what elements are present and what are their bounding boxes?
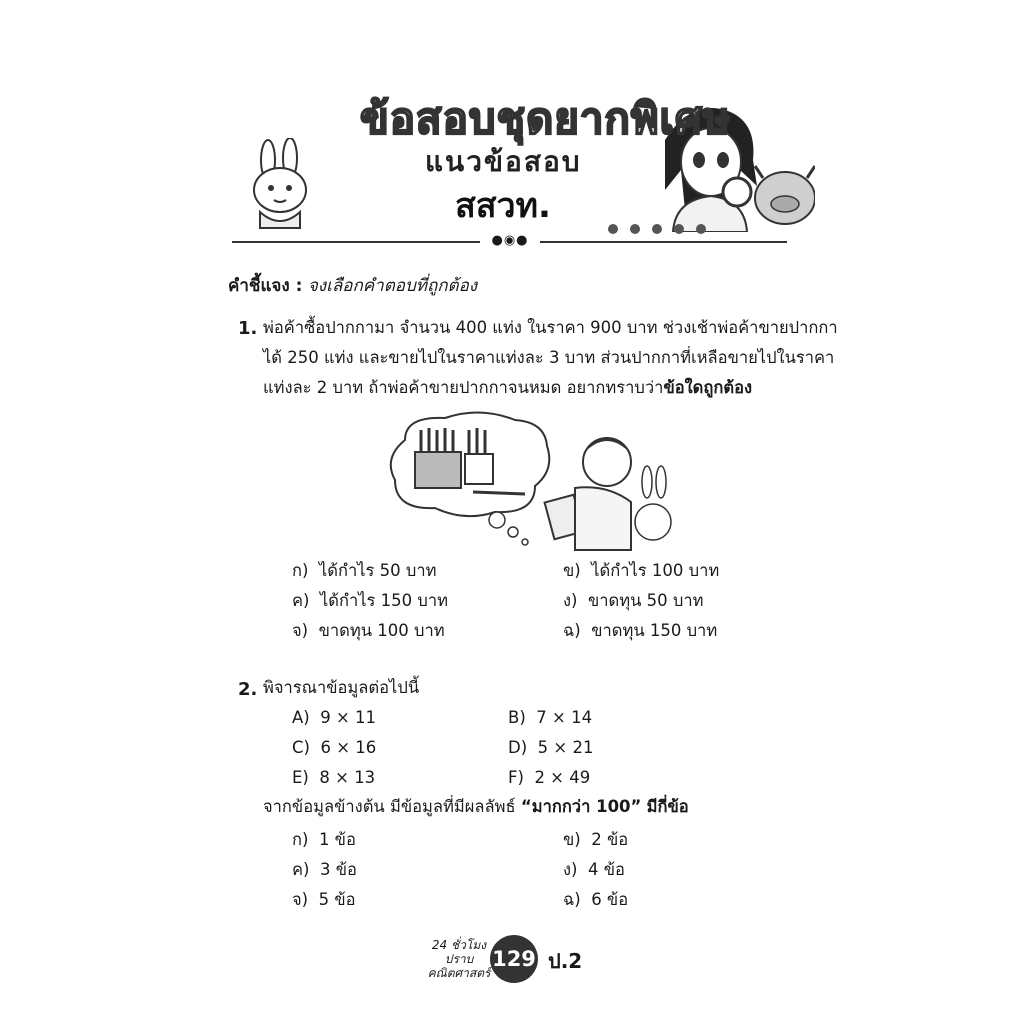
question-1-text: [263, 313, 838, 403]
data-item-e: E) 8 × 13: [292, 768, 376, 787]
page-title: ข้อสอบชุดยากพิเศษ: [360, 94, 732, 143]
question-2-text: จากข้อมูลข้างต้น มีข้อมูลที่มีผลลัพธ์ “มากกว่า 100” มีกี่ข้อ: [263, 797, 689, 816]
option-2-f[interactable]: ฉ) 6 ข้อ: [563, 890, 629, 909]
question-1-emphasis: ข้อใดถูกต้อง: [663, 378, 753, 397]
question-1-number: 1.: [238, 318, 258, 339]
ladybug-row-decoration: [605, 222, 710, 236]
option-2-d[interactable]: ง) 4 ข้อ: [563, 860, 625, 879]
data-item-a: A) 9 × 11: [292, 708, 377, 727]
page-subtitle: แนวข้อสอบ: [425, 145, 582, 178]
option-1-b[interactable]: ข) ได้กำไร 100 บาท: [563, 561, 720, 580]
instructions-label: คำชี้แจง :: [228, 276, 303, 296]
book-title: 24 ชั่วโมง ปราบ คณิตศาสตร์: [427, 938, 491, 980]
question-1-line: แท่งละ 2 บาท ถ้าพ่อค้าขายปากกาจนหมด อยากทราบว่าข้อใดถูกต้อง: [263, 378, 753, 397]
grade-label: ป.2: [548, 949, 583, 973]
question-1-line: ได้ 250 แท่ง และขายไปในราคาแท่งละ 3 บาท ส่วนปากกาที่เหลือขายไปในราคา: [263, 348, 835, 367]
option-1-e[interactable]: จ) ขาดทุน 100 บาท: [292, 621, 445, 640]
question-2-quote: “มากกว่า 100”: [520, 797, 642, 816]
option-2-b[interactable]: ข) 2 ข้อ: [563, 830, 629, 849]
divider-dots-icon: ●◉●: [480, 233, 540, 249]
data-item-b: B) 7 × 14: [508, 708, 593, 727]
instructions: [228, 272, 477, 299]
question-2-emphasis: มีกี่ข้อ: [646, 797, 689, 816]
data-item-c: C) 6 × 16: [292, 738, 377, 757]
option-1-f[interactable]: ฉ) ขาดทุน 150 บาท: [563, 621, 718, 640]
option-2-e[interactable]: จ) 5 ข้อ: [292, 890, 356, 909]
question-2-intro: พิจารณาข้อมูลต่อไปนี้: [263, 678, 420, 697]
question-1-line: พ่อค้าซื้อปากกามา จำนวน 400 แท่ง ในราคา 900 บาท ช่วงเช้าพ่อค้าขายปากกา: [263, 318, 838, 337]
option-1-c[interactable]: ค) ได้กำไร 150 บาท: [292, 591, 449, 610]
data-item-d: D) 5 × 21: [508, 738, 594, 757]
page-number: 129: [490, 935, 538, 983]
exam-name: สสวท.: [455, 186, 551, 226]
option-2-c[interactable]: ค) 3 ข้อ: [292, 860, 357, 879]
question-2-number: 2.: [238, 679, 258, 700]
option-1-a[interactable]: ก) ได้กำไร 50 บาท: [292, 561, 437, 580]
pen-seller-illustration: [385, 410, 685, 560]
instructions-text: จงเลือกคำตอบที่ถูกต้อง: [307, 276, 478, 296]
option-1-d[interactable]: ง) ขาดทุน 50 บาท: [563, 591, 704, 610]
option-2-a[interactable]: ก) 1 ข้อ: [292, 830, 356, 849]
data-item-f: F) 2 × 49: [508, 768, 591, 787]
rabbit-mascot-illustration: [240, 138, 320, 230]
